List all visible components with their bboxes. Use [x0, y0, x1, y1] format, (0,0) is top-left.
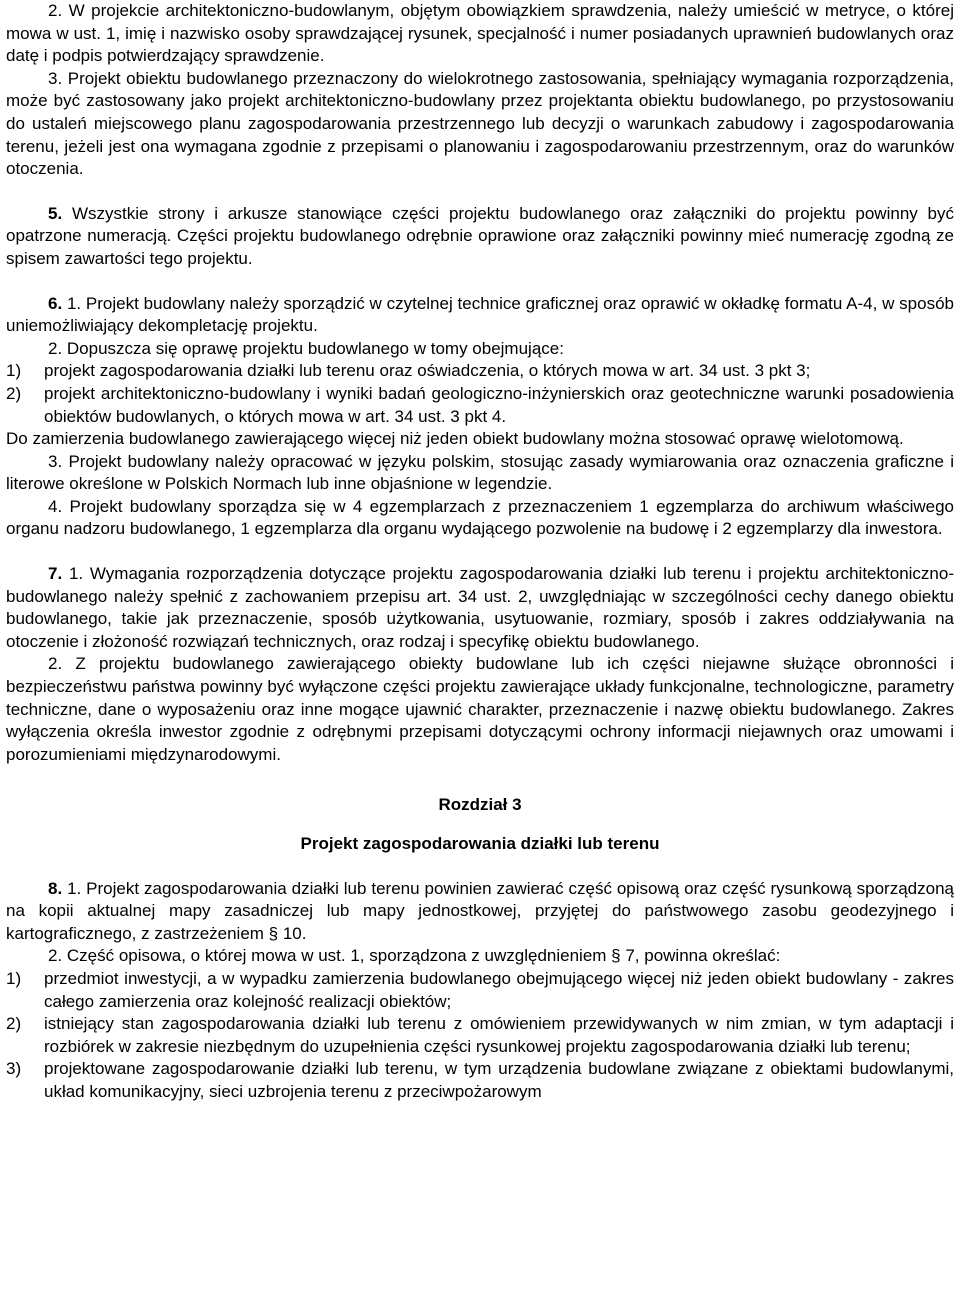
list-item — [6, 1058, 954, 1103]
list-text: projekt architektoniczno-budowlany i wyniki badań geologiczno-inżynierskich oraz geotechniczne warunki posadowienia obiektów budowlanych, o których mowa w art. 34 ust. 3 pkt 4. — [44, 383, 954, 426]
list-text: istniejący stan zagospodarowania działki lub terenu z omówieniem przewidywanych w nim zmian, w tym adaptacji i rozbiórek w zakresie niezbędnym do uzupełnienia części rysunkowej projektu zagospodarowania działki lub terenu; — [44, 1014, 954, 1056]
list-marker: 2) — [6, 1014, 22, 1034]
paragraph-6-2: 2. W projekcie architektoniczno-budowlanym, objętym obowiązkiem sprawdzenia, należy umieścić w metryce, o której mowa w ust. 1, imię i nazwisko osoby sprawdzającej rysunek, specjalność i numer posiadanych uprawnień budowlanych oraz datę i podpis potwierdzający sprawdzenie. — [6, 1, 954, 66]
section-8-1 — [6, 878, 954, 946]
chapter-title: Rozdział 3 — [438, 795, 522, 815]
list-text: projektowane zagospodarowanie działki lub terenu, w tym urządzenia budowlane związane z obiektami budowlanymi, układ komunikacyjny, sieci uzbrojenia terenu z przeciwpożarowym — [44, 1059, 954, 1101]
section-6-2: 2. Dopuszcza się oprawę projektu budowlanego w tomy obejmujące: — [48, 338, 564, 358]
section-6-3: 3. Projekt budowlany należy opracować w języku polskim, stosując zasady wymiarowania oraz oznaczenia graficzne i literowe określone w Polskich Normach lub inne objaśnione w legendzie. — [6, 451, 954, 494]
section-6-1 — [6, 293, 954, 338]
list-text: projekt zagospodarowania działki lub terenu oraz oświadczenia, o których mowa w art. 34 ust. 3 pkt 3; — [44, 361, 811, 381]
section-7-2: 2. Z projektu budowlanego zawierającego obiekty budowlane lub ich części niejawne służące obronności i bezpieczeństwu państwa powinny być wyłączone części projektu zawierające układy funkcjonalne, technologiczne, parametry techniczne, dane o wyposażeniu oraz inne mogące ujawnić charakter, przeznaczenie i nazwę obiektu budowlanego. Zakres wyłączenia określa inwestor zgodnie z odrębnymi przepisami dotyczącymi ochrony informacji niejawnych oraz umowami i porozumieniami międzynarodowymi. — [6, 654, 954, 764]
list-item — [6, 1013, 954, 1058]
section-7-1 — [6, 563, 954, 653]
section-8-list — [6, 968, 954, 1104]
list-marker: 3) — [6, 1059, 22, 1079]
section-8-1-text: 1. Projekt zagospodarowania działki lub terenu powinien zawierać część opisową oraz część rysunkową sporządzoną na kopii aktualnej mapy zasadniczej lub mapy jednostkowej, przyjętej do państwowego zasobu geodezyjnego i kartograficznego, z zastrzeżeniem § 10. — [6, 878, 954, 943]
spacer — [6, 856, 954, 878]
list-marker: 1) — [6, 968, 22, 988]
section-6-1-text: 1. Projekt budowlany należy sporządzić w czytelnej technice graficznej oraz oprawić w okładkę formatu A-4, w sposób uniemożliwiający dekompletację projektu. — [6, 293, 954, 336]
section-7-number: 7. — [48, 564, 63, 584]
list-marker: 2) — [6, 383, 22, 403]
spacer — [6, 271, 954, 293]
section-5-number: 5. — [48, 203, 63, 223]
section-6-after-list: Do zamierzenia budowlanego zawierającego więcej niż jeden obiekt budowlany można stosować oprawę wielotomową. — [6, 429, 904, 449]
section-7-1-text: 1. Wymagania rozporządzenia dotyczące projektu zagospodarowania działki lub terenu i projektu architektoniczno-budowlanego należy spełnić z zachowaniem przepisu art. 34 ust. 2, uwzględniając w szczególności cechy danego obiektu budowlanego, takie jak przeznaczenie, sposób użytkowania, usytuowanie, rozmiary, sposób i zakres oddziaływania na otoczenie i złożoność rozwiązań technicznych, oraz rodzaj i specyfikę obiektu budowlanego. — [6, 564, 954, 651]
section-5-text: Wszystkie strony i arkusze stanowiące części projektu budowlanego oraz załączniki do projektu powinny być opatrzone numeracją. Części projektu budowlanego odrębnie oprawione oraz załączniki powinny mieć numerację zgodną ze spisem zawartości tego projektu. — [6, 203, 954, 268]
list-marker: 1) — [6, 361, 22, 381]
list-text: przedmiot inwestycji, a w wypadku zamierzenia budowlanego obejmującego więcej niż jeden obiekt budowlany - zakres całego zamierzenia oraz kolejność realizacji obiektów; — [44, 968, 954, 1011]
list-item — [6, 968, 954, 1013]
section-6-number: 6. — [48, 293, 63, 313]
section-6-list — [6, 360, 954, 428]
section-8-2: 2. Część opisowa, o której mowa w ust. 1, sporządzona z uwzględnieniem § 7, powinna określać: — [48, 946, 781, 966]
section-8-number: 8. — [48, 878, 63, 898]
chapter-subtitle: Projekt zagospodarowania działki lub terenu — [300, 834, 660, 853]
paragraph-6-3: 3. Projekt obiektu budowlanego przeznaczony do wielokrotnego zastosowania, spełniający wymagania rozporządzenia, może być zastosowany jako projekt architektoniczno-budowlany przez projektanta obiektu budowlanego, po przystosowaniu do ustaleń miejscowego planu zagospodarowania przestrzennego lub decyzji o warunkach zabudowy i zagospodarowania terenu, jeżeli jest ona wymagana zgodnie z przepisami o planowaniu i zagospodarowaniu przestrzennym, oraz do warunków otoczenia. — [6, 68, 954, 179]
spacer — [6, 541, 954, 563]
section-6-4: 4. Projekt budowlany sporządza się w 4 egzemplarzach z przeznaczeniem 1 egzemplarza do archiwum właściwego organu nadzoru budowlanego, 1 egzemplarza dla organu wydającego pozwolenie na budowę i 2 egzemplarzy dla inwestora. — [6, 496, 954, 539]
list-item — [6, 383, 954, 428]
section-5 — [6, 203, 954, 271]
list-item — [6, 360, 954, 383]
spacer — [6, 181, 954, 203]
spacer — [6, 766, 954, 794]
spacer — [6, 817, 954, 833]
